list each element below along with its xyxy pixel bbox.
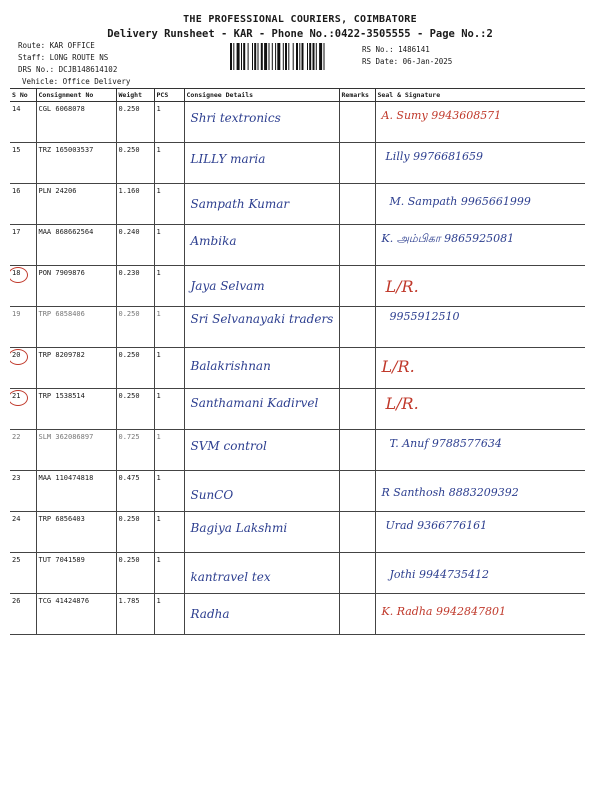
row-sno: 17: [12, 228, 21, 236]
row-consignee: Jaya Selvam: [190, 279, 265, 293]
row-sno-cell: [10, 266, 36, 307]
table-row: [10, 389, 585, 430]
col-remarks: Remarks: [339, 89, 375, 102]
row-signature: Jothi 9944735412: [389, 568, 490, 581]
row-consignee-cell: [184, 102, 339, 143]
barcode: [230, 43, 356, 70]
row-sno: 25: [12, 556, 21, 564]
circle-mark: [10, 267, 28, 283]
row-signature: L/R.: [385, 277, 419, 296]
col-weight: Weight: [116, 89, 154, 102]
row-consignee-cell: [184, 225, 339, 266]
col-sno: S No: [10, 89, 36, 102]
row-consignment-no: PLN 24206: [36, 184, 116, 225]
row-sno: 15: [12, 146, 21, 154]
table-row: [10, 471, 585, 512]
row-remarks: [339, 102, 375, 143]
runsheet-title: Delivery Runsheet - KAR - Phone No.:0422-3505555 - Page No.:2: [107, 28, 493, 40]
table-row: [10, 307, 585, 348]
row-sno-cell: [10, 471, 36, 512]
row-consignment-no: SLM 362086897: [36, 430, 116, 471]
row-signature: Urad 9366776161: [385, 519, 488, 532]
row-sno: 26: [12, 597, 21, 605]
row-consignee-cell: [184, 143, 339, 184]
row-sno: 16: [12, 187, 21, 195]
row-remarks: [339, 266, 375, 307]
row-remarks: [339, 143, 375, 184]
row-pcs: 1: [154, 553, 184, 594]
runsheet-meta-left: [18, 40, 130, 88]
barcode-bar: [258, 43, 259, 70]
barcode-bar: [252, 43, 253, 70]
col-consignment-no: Consignment No: [36, 89, 116, 102]
row-sno: 14: [12, 105, 21, 113]
row-signature-cell: [375, 389, 585, 430]
row-weight: 0.250: [116, 102, 154, 143]
row-consignment-no: MAA 110474818: [36, 471, 116, 512]
row-consignee: Sri Selvanayaki traders: [190, 312, 334, 326]
row-signature-cell: [375, 348, 585, 389]
row-pcs: 1: [154, 225, 184, 266]
row-signature-cell: [375, 225, 585, 266]
row-consignee-cell: [184, 512, 339, 553]
table-row: [10, 553, 585, 594]
circle-mark: [10, 390, 28, 406]
barcode-bar: [313, 43, 315, 70]
row-weight: 1.785: [116, 594, 154, 635]
row-pcs: 1: [154, 143, 184, 184]
barcode-bar: [243, 43, 245, 70]
row-weight: 0.250: [116, 553, 154, 594]
row-consignee-cell: [184, 307, 339, 348]
runsheet-meta-right: [362, 44, 452, 68]
row-consignee-cell: [184, 471, 339, 512]
table-row: [10, 512, 585, 553]
barcode-bar: [309, 43, 311, 70]
row-signature-cell: [375, 102, 585, 143]
row-signature: K. அம்பிகா 9865925081: [381, 232, 515, 245]
barcode-bar: [230, 43, 232, 70]
row-sno: 23: [12, 474, 21, 482]
barcode-bar: [275, 43, 276, 70]
row-consignee: Bagiya Lakshmi: [190, 521, 288, 535]
row-sno-cell: [10, 307, 36, 348]
row-sno-cell: [10, 553, 36, 594]
row-consignee: Radha: [190, 607, 230, 621]
table-row: [10, 225, 585, 266]
route-text: Route: KAR OFFICE: [18, 41, 95, 50]
barcode-bar: [237, 43, 240, 70]
row-pcs: 1: [154, 102, 184, 143]
row-remarks: [339, 389, 375, 430]
rs-date: RS Date: 06-Jan-2025: [362, 57, 453, 66]
row-consignee-cell: [184, 348, 339, 389]
barcode-bar: [288, 43, 289, 70]
col-seal-signature: Seal & Signature: [375, 89, 585, 102]
row-sno: 18: [12, 269, 21, 277]
barcode-bar: [269, 43, 270, 70]
barcode-bar: [261, 43, 263, 70]
row-signature-cell: [375, 143, 585, 184]
row-consignee-cell: [184, 594, 339, 635]
row-weight: 0.240: [116, 225, 154, 266]
row-consignment-no: TRP 1538514: [36, 389, 116, 430]
row-signature: 9955912510: [389, 310, 460, 323]
row-remarks: [339, 512, 375, 553]
row-remarks: [339, 594, 375, 635]
barcode-bar: [272, 43, 273, 70]
row-consignment-no: TCG 41424876: [36, 594, 116, 635]
row-consignment-no: TRZ 165003537: [36, 143, 116, 184]
row-sno-cell: [10, 184, 36, 225]
row-pcs: 1: [154, 471, 184, 512]
row-signature-cell: [375, 307, 585, 348]
row-sno-cell: [10, 102, 36, 143]
barcode-bar: [307, 43, 308, 70]
row-consignee: Balakrishnan: [190, 359, 271, 373]
row-consignee-cell: [184, 184, 339, 225]
barcode-bar: [296, 43, 298, 70]
row-remarks: [339, 430, 375, 471]
row-signature: A. Sumy 9943608571: [381, 109, 502, 122]
row-sno: 21: [12, 392, 21, 400]
row-remarks: [339, 225, 375, 266]
row-weight: 0.250: [116, 143, 154, 184]
row-weight: 0.230: [116, 266, 154, 307]
row-consignment-no: TRP 6856403: [36, 512, 116, 553]
row-consignee-cell: [184, 430, 339, 471]
table-row: [10, 594, 585, 635]
barcode-bar: [264, 43, 267, 70]
table-row: [10, 184, 585, 225]
row-sno: 20: [12, 351, 21, 359]
barcode-bar: [254, 43, 256, 70]
barcode-bar: [248, 43, 249, 70]
vehicle-text: Vehicle: Office Delivery: [22, 77, 131, 86]
row-weight: 1.160: [116, 184, 154, 225]
table-header-row: [10, 89, 585, 102]
row-pcs: 1: [154, 184, 184, 225]
row-pcs: 1: [154, 512, 184, 553]
row-consignee: LILLY maria: [190, 152, 266, 166]
row-consignee: Sampath Kumar: [190, 197, 290, 211]
barcode-bar: [233, 43, 234, 70]
row-consignee: SunCO: [190, 488, 234, 502]
barcode-bar: [299, 43, 300, 70]
row-consignee-cell: [184, 266, 339, 307]
row-remarks: [339, 348, 375, 389]
row-consignee: SVM control: [190, 439, 267, 453]
row-signature: Lilly 9976681659: [385, 150, 484, 163]
table-row: [10, 266, 585, 307]
row-sno-cell: [10, 143, 36, 184]
row-sno-cell: [10, 348, 36, 389]
row-sno-cell: [10, 225, 36, 266]
barcode-bar: [285, 43, 287, 70]
row-consignment-no: TRP 6858406: [36, 307, 116, 348]
row-signature: R Santhosh 8883209392: [381, 486, 519, 499]
row-sno-cell: [10, 512, 36, 553]
row-signature-cell: [375, 430, 585, 471]
row-consignee-cell: [184, 553, 339, 594]
row-remarks: [339, 471, 375, 512]
table-row: [10, 102, 585, 143]
col-pcs: PCS: [154, 89, 184, 102]
row-weight: 0.475: [116, 471, 154, 512]
row-weight: 0.250: [116, 512, 154, 553]
row-consignee: Ambika: [190, 234, 237, 248]
row-consignment-no: TRP 8209782: [36, 348, 116, 389]
row-sno-cell: [10, 430, 36, 471]
row-consignment-no: MAA 868662564: [36, 225, 116, 266]
rs-number: RS No.: 1486141: [362, 45, 430, 54]
barcode-bar: [241, 43, 242, 70]
row-signature: T. Anuf 9788577634: [389, 437, 502, 450]
row-pcs: 1: [154, 307, 184, 348]
drs-number: DRS No.: DCJB148614102: [18, 65, 118, 74]
row-pcs: 1: [154, 389, 184, 430]
staff-text: Staff: LONG ROUTE NS: [18, 53, 109, 62]
row-pcs: 1: [154, 266, 184, 307]
row-remarks: [339, 553, 375, 594]
row-consignment-no: PON 7909876: [36, 266, 116, 307]
barcode-bar: [277, 43, 280, 70]
barcode-bar: [283, 43, 284, 70]
row-weight: 0.725: [116, 430, 154, 471]
row-consignment-no: TUT 7041589: [36, 553, 116, 594]
row-signature-cell: [375, 471, 585, 512]
row-consignee: Santhamani Kadirvel: [190, 396, 319, 410]
barcode-bar: [293, 43, 294, 70]
row-signature-cell: [375, 512, 585, 553]
row-signature: L/R.: [385, 394, 419, 413]
col-consignee-details: Consignee Details: [184, 89, 339, 102]
row-pcs: 1: [154, 594, 184, 635]
row-signature-cell: [375, 184, 585, 225]
row-signature: L/R.: [381, 357, 415, 376]
row-weight: 0.250: [116, 348, 154, 389]
row-sno: 19: [12, 310, 21, 318]
company-name: THE PROFESSIONAL COURIERS, COIMBATORE: [183, 14, 417, 25]
row-weight: 0.250: [116, 307, 154, 348]
row-sno-cell: [10, 389, 36, 430]
row-consignee: kantravel tex: [190, 570, 271, 584]
row-sno: 22: [12, 433, 21, 441]
row-remarks: [339, 307, 375, 348]
row-sno: 24: [12, 515, 21, 523]
circle-mark: [10, 349, 28, 365]
row-sno-cell: [10, 594, 36, 635]
row-weight: 0.250: [116, 389, 154, 430]
barcode-bar: [316, 43, 317, 70]
row-pcs: 1: [154, 430, 184, 471]
table-row: [10, 143, 585, 184]
row-pcs: 1: [154, 348, 184, 389]
barcode-bar: [324, 43, 325, 70]
row-signature: M. Sampath 9965661999: [389, 195, 531, 208]
row-signature-cell: [375, 594, 585, 635]
row-signature: K. Radha 9942847801: [381, 605, 506, 618]
barcode-bar: [319, 43, 322, 70]
row-consignment-no: CGL 6068078: [36, 102, 116, 143]
row-signature-cell: [375, 553, 585, 594]
runsheet-table: [10, 88, 585, 635]
row-remarks: [339, 184, 375, 225]
row-consignee: Shri textronics: [190, 111, 281, 125]
row-consignee-cell: [184, 389, 339, 430]
barcode-bar: [302, 43, 304, 70]
table-row: [10, 430, 585, 471]
row-signature-cell: [375, 266, 585, 307]
table-row: [10, 348, 585, 389]
